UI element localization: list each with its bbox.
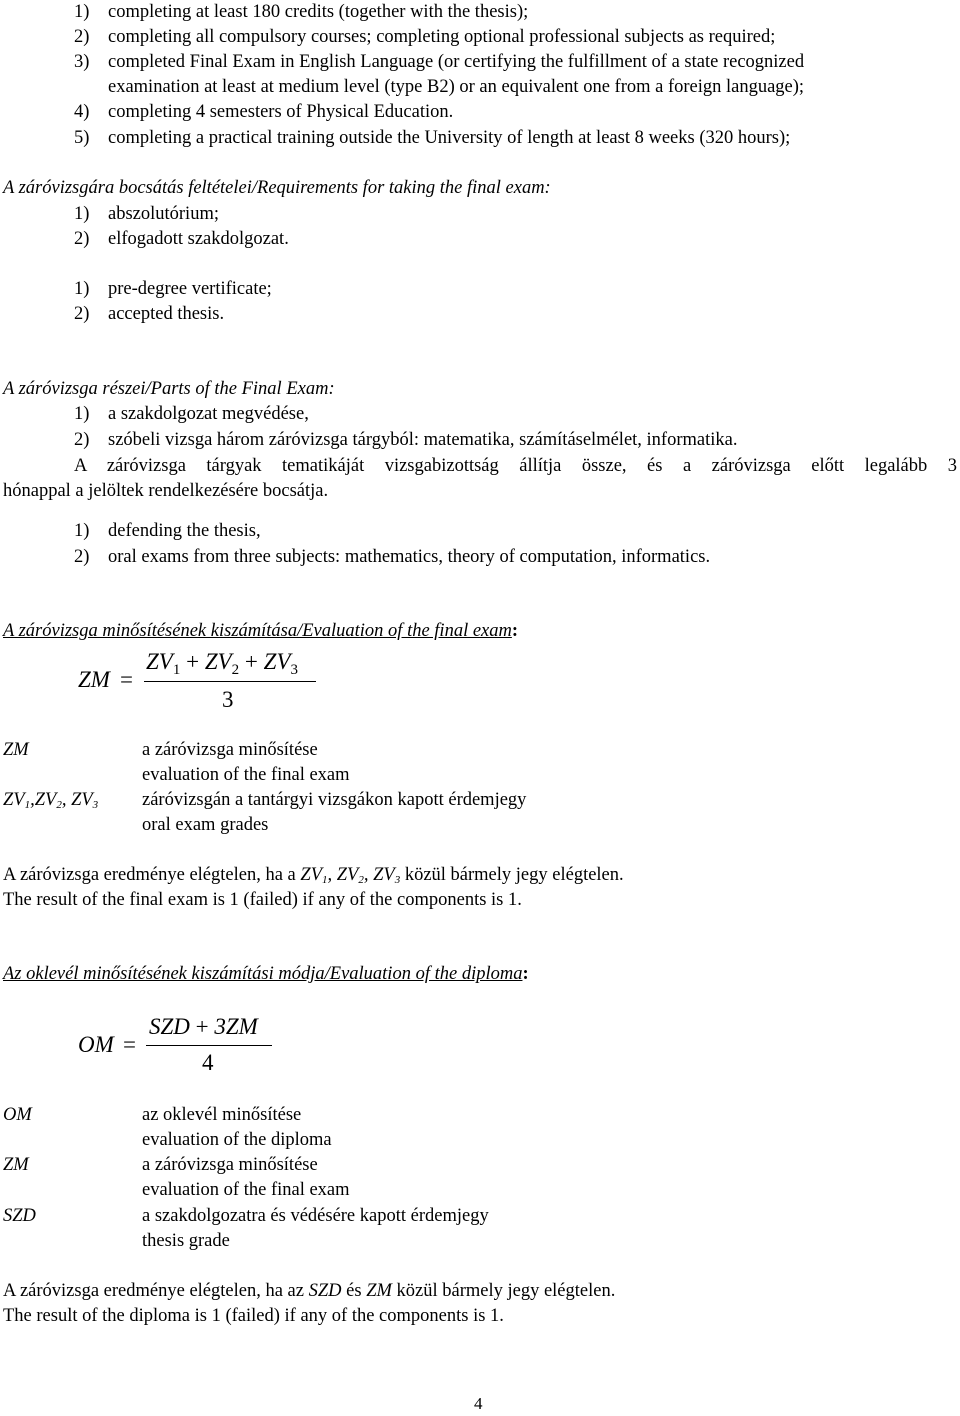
legend-symbol: ZM [3, 740, 29, 760]
list-number: 1) [74, 2, 90, 22]
failure-rule-en: The result of the diploma is 1 (failed) if any of the components is 1. [3, 1306, 504, 1326]
list-number: 2) [74, 547, 90, 567]
failure-rule-en: The result of the final exam is 1 (failed) if any of the components is 1. [3, 890, 522, 910]
page-number: 4 [474, 1394, 483, 1413]
legend-symbol: OM [3, 1105, 32, 1125]
list-text: completing a practical training outside the University of length at least 8 weeks (320 hours); [108, 128, 791, 148]
list-text: defending the thesis, [108, 521, 261, 541]
list-text: oral exams from three subjects: mathematics, theory of computation, informatics. [108, 547, 711, 567]
formula-lhs: OM [78, 1032, 114, 1057]
list-number: 2) [74, 430, 90, 450]
list-text: completing 4 semesters of Physical Education. [108, 102, 454, 122]
heading-text: A záróvizsga minősítésének kiszámítása/Evaluation of the final exam [3, 621, 512, 641]
legend-symbol: ZM [3, 1155, 29, 1175]
section-heading-requirements: A záróvizsgára bocsátás feltételei/Requirements for taking the final exam: [3, 178, 551, 198]
legend-text: a záróvizsga minősítése [142, 740, 318, 760]
legend-text: evaluation of the diploma [142, 1130, 332, 1150]
legend-text: a szakdolgozatra és védésére kapott érdemjegy [142, 1206, 489, 1226]
paragraph-line: A záróvizsga tárgyak tematikáját vizsgabizottság állítja össze, és a záróvizsga előtt legalább 3 [74, 456, 957, 476]
paragraph-line: hónappal a jelöltek rendelkezésére bocsátja. [3, 481, 329, 501]
section-heading-parts: A záróvizsga részei/Parts of the Final Exam: [3, 379, 335, 399]
list-text: pre-degree vertificate; [108, 279, 272, 299]
list-number: 2) [74, 27, 90, 47]
list-number: 3) [74, 52, 90, 72]
list-number: 2) [74, 229, 90, 249]
fraction-bar [146, 1045, 272, 1046]
list-text: elfogadott szakdolgozat. [108, 229, 289, 249]
formula-equals: = [123, 1032, 136, 1057]
failure-rule-hu: A záróvizsga eredménye elégtelen, ha a $ZV_1$, $ZV_2$, $ZV_3$ közül bármely jegy elégtelen. [3, 865, 624, 886]
list-text: abszolutórium; [108, 204, 219, 224]
list-number: 5) [74, 128, 90, 148]
list-number: 1) [74, 404, 90, 424]
failure-rule-hu: A záróvizsga eredménye elégtelen, ha az SZD és ZM közül bármely jegy elégtelen. [3, 1281, 616, 1301]
list-text: completed Final Exam in English Language (or certifying the fulfillment of a state recognized [108, 52, 805, 72]
list-text: examination at least at medium level (type B2) or an equivalent one from a foreign language); [108, 77, 805, 97]
section-heading-exam-evaluation [3, 619, 518, 644]
list-text: accepted thesis. [108, 304, 225, 324]
formula-denominator: 3 [222, 687, 234, 712]
section-heading-diploma-evaluation [3, 962, 529, 987]
formula-numerator: $ZV_1 + ZV_2 + ZV_3$ [146, 649, 298, 678]
heading-colon: : [511, 621, 519, 641]
fraction-bar [144, 681, 316, 682]
formula-lhs: ZM [78, 667, 110, 692]
formula-numerator: SZD + 3ZM [149, 1014, 258, 1039]
legend-symbol: SZD [3, 1206, 36, 1226]
legend-text: az oklevél minősítése [142, 1105, 302, 1125]
legend-symbol: $ZV_1,ZV_2$, $ZV_3$ [3, 790, 99, 811]
legend-text: záróvizsgán a tantárgyi vizsgákon kapott érdemjegy [142, 790, 527, 810]
legend-text: evaluation of the final exam [142, 1180, 350, 1200]
list-number: 4) [74, 102, 90, 122]
legend-text: oral exam grades [142, 815, 269, 835]
heading-colon: : [522, 964, 529, 984]
list-text: szóbeli vizsga három záróvizsga tárgyból: matematika, számításelmélet, informatika. [108, 430, 738, 450]
list-number: 1) [74, 279, 90, 299]
legend-text: a záróvizsga minősítése [142, 1155, 318, 1175]
legend-text: thesis grade [142, 1231, 230, 1251]
formula-denominator: 4 [202, 1050, 214, 1075]
list-text: a szakdolgozat megvédése, [108, 404, 309, 424]
legend-text: evaluation of the final exam [142, 765, 350, 785]
list-text: completing all compulsory courses; completing optional professional subjects as required; [108, 27, 776, 47]
list-text: completing at least 180 credits (together with the thesis); [108, 2, 529, 22]
heading-text: Az oklevél minősítésének kiszámítási módja/Evaluation of the diploma [3, 964, 523, 984]
formula-equals: = [120, 667, 133, 692]
list-number: 1) [74, 521, 90, 541]
list-number: 2) [74, 304, 90, 324]
list-number: 1) [74, 204, 90, 224]
